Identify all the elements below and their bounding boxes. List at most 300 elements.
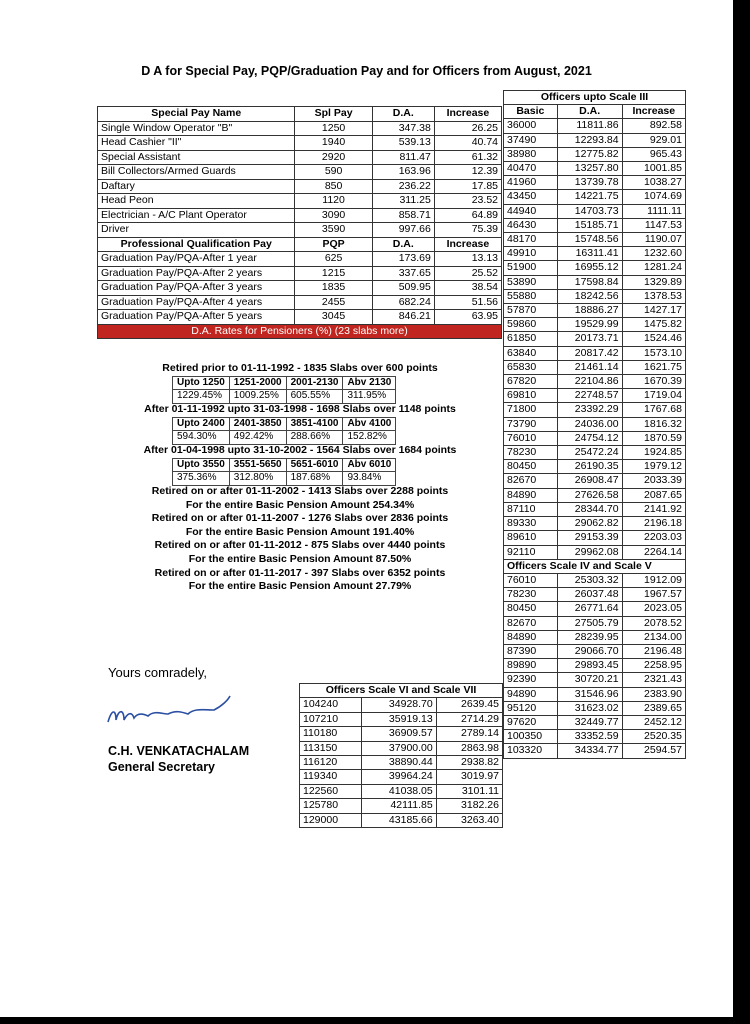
slab-header: Abv 2130 [343, 376, 396, 390]
table-row [504, 190, 686, 204]
table-row [504, 204, 686, 218]
table-row [504, 630, 686, 644]
table-cell: 110180 [300, 727, 362, 741]
slab-value: 375.36% [173, 472, 230, 486]
table-cell: 2087.65 [622, 488, 685, 502]
table-cell: 59860 [504, 318, 558, 332]
table-cell: 846.21 [372, 310, 434, 325]
table-cell: 811.47 [372, 150, 434, 165]
table-cell: 1250 [295, 121, 372, 136]
signatory-name: C.H. VENKATACHALAM [108, 744, 250, 758]
slab-value: 311.95% [343, 390, 396, 404]
table-row [504, 446, 686, 460]
table-cell: 14221.75 [557, 190, 622, 204]
table-row [504, 360, 686, 374]
title-row [504, 559, 686, 573]
table-cell: 37490 [504, 133, 558, 147]
table-cell: 1573.10 [622, 346, 685, 360]
table-cell: 28344.70 [557, 502, 622, 516]
table-cell: 43185.66 [361, 813, 436, 827]
table-cell: 3090 [295, 208, 372, 223]
slab-header: Abv 4100 [343, 417, 396, 431]
table-row [504, 261, 686, 275]
table-cell: 3101.11 [436, 784, 502, 798]
table-cell: 22104.86 [557, 375, 622, 389]
table-cell: 11811.86 [557, 119, 622, 133]
table-cell: 1967.57 [622, 588, 685, 602]
table-cell: 3590 [295, 223, 372, 238]
table-cell: 75.39 [434, 223, 501, 238]
table-cell: 2455 [295, 295, 372, 310]
table-cell: 17.85 [434, 179, 501, 194]
table-cell: 24754.12 [557, 431, 622, 445]
table-cell: 29066.70 [557, 644, 622, 658]
table-cell: 69810 [504, 389, 558, 403]
table-cell: 1524.46 [622, 332, 685, 346]
table-cell: 311.25 [372, 194, 434, 209]
table-cell: Graduation Pay/PQA-After 5 years [98, 310, 295, 325]
table-cell: 89610 [504, 531, 558, 545]
table-row [504, 744, 686, 758]
table-cell: 26037.48 [557, 588, 622, 602]
table-cell: 71800 [504, 403, 558, 417]
table-cell: 1912.09 [622, 573, 685, 587]
table-row [504, 602, 686, 616]
title-row [300, 684, 503, 698]
table-cell: 1281.24 [622, 261, 685, 275]
table-cell: 27505.79 [557, 616, 622, 630]
table-cell: 236.22 [372, 179, 434, 194]
table-cell: 61.32 [434, 150, 501, 165]
table-row [504, 332, 686, 346]
table-cell: Special Assistant [98, 150, 295, 165]
table-cell: 25303.32 [557, 573, 622, 587]
table-cell: 22748.57 [557, 389, 622, 403]
table-cell: 2452.12 [622, 715, 685, 729]
table-row [300, 784, 503, 798]
table-cell: 2714.29 [436, 712, 502, 726]
table-cell: 858.71 [372, 208, 434, 223]
table-cell: 29062.82 [557, 517, 622, 531]
table-row [504, 673, 686, 687]
table-cell: 61850 [504, 332, 558, 346]
table-row [504, 488, 686, 502]
officers-scale-vi-vii-table [299, 683, 503, 828]
table-row [504, 573, 686, 587]
table-cell: 36909.57 [361, 727, 436, 741]
table-row [504, 119, 686, 133]
table-cell: 3182.26 [436, 799, 502, 813]
table-row [504, 403, 686, 417]
page-title: D A for Special Pay, PQP/Graduation Pay and for Officers from August, 2021 [141, 64, 592, 78]
table-cell: Bill Collectors/Armed Guards [98, 165, 295, 180]
table-cell: Graduation Pay/PQA-After 2 years [98, 266, 295, 281]
table-cell: 965.43 [622, 147, 685, 161]
table-cell: 125780 [300, 799, 362, 813]
table-cell: 67820 [504, 375, 558, 389]
table-cell: 100350 [504, 730, 558, 744]
table-row [504, 133, 686, 147]
table-cell: 80450 [504, 460, 558, 474]
table-cell: 18242.56 [557, 289, 622, 303]
table-row [504, 502, 686, 516]
pension-rates-block [97, 362, 503, 637]
table-cell: 26771.64 [557, 602, 622, 616]
table-row [300, 813, 503, 827]
table-row [98, 208, 502, 223]
table-cell: Graduation Pay/PQA-After 4 years [98, 295, 295, 310]
table-row [504, 318, 686, 332]
closing-text: Yours comradely, [108, 665, 207, 680]
table-cell: 31623.02 [557, 701, 622, 715]
table-row [98, 266, 502, 281]
slab-value: 594.30% [173, 431, 230, 445]
slab-header: Upto 3550 [173, 458, 230, 472]
table-cell: 1924.85 [622, 446, 685, 460]
table-cell: 3263.40 [436, 813, 502, 827]
column-header: Increase [622, 105, 685, 119]
table-cell: Daftary [98, 179, 295, 194]
table-row [300, 770, 503, 784]
table-row [504, 545, 686, 559]
table-cell: 1427.17 [622, 304, 685, 318]
slab-header: Upto 2400 [173, 417, 230, 431]
column-header: Spl Pay [295, 107, 372, 122]
table-cell: 18886.27 [557, 304, 622, 318]
slab-value-row [173, 390, 396, 404]
table-cell: 82670 [504, 616, 558, 630]
slab-value: 288.66% [286, 431, 343, 445]
table-cell: 2920 [295, 150, 372, 165]
table-cell: 30720.21 [557, 673, 622, 687]
table-cell: 2594.57 [622, 744, 685, 758]
table-cell: 35919.13 [361, 712, 436, 726]
table-row [504, 659, 686, 673]
table-cell: 43450 [504, 190, 558, 204]
table-cell: 20817.42 [557, 346, 622, 360]
table-cell: 41038.05 [361, 784, 436, 798]
table-row [300, 799, 503, 813]
table-cell: 1190.07 [622, 233, 685, 247]
table-cell: 113150 [300, 741, 362, 755]
slab-value-row [173, 431, 396, 445]
table-cell: 2520.35 [622, 730, 685, 744]
table-row [504, 687, 686, 701]
table-row [504, 531, 686, 545]
table-cell: 929.01 [622, 133, 685, 147]
table-cell: 36000 [504, 119, 558, 133]
table-row [98, 295, 502, 310]
pension-period-title: After 01-04-1998 upto 31-10-2002 - 1564 Slabs over 1684 points [143, 444, 457, 456]
table-cell: 1835 [295, 281, 372, 296]
table-row [98, 136, 502, 151]
table-cell: 48170 [504, 233, 558, 247]
table-row [504, 588, 686, 602]
table-cell: 21461.14 [557, 360, 622, 374]
table-row [504, 730, 686, 744]
table-row [504, 389, 686, 403]
column-header: D.A. [557, 105, 622, 119]
table-cell: Electrician - A/C Plant Operator [98, 208, 295, 223]
slab-header: 1251-2000 [229, 376, 286, 390]
table-cell: 19529.99 [557, 318, 622, 332]
slab-header: 2401-3850 [229, 417, 286, 431]
table-cell: 78230 [504, 446, 558, 460]
column-header: Increase [434, 107, 501, 122]
table-cell: 27626.58 [557, 488, 622, 502]
table-row [98, 179, 502, 194]
table-cell: 1870.59 [622, 431, 685, 445]
table-cell: 34334.77 [557, 744, 622, 758]
table-cell: 12293.84 [557, 133, 622, 147]
table-cell: 173.69 [372, 252, 434, 267]
table-cell: 89330 [504, 517, 558, 531]
table-cell: 1816.32 [622, 417, 685, 431]
table-cell: 103320 [504, 744, 558, 758]
table-cell: 1979.12 [622, 460, 685, 474]
table-cell: 55880 [504, 289, 558, 303]
table-cell: 107210 [300, 712, 362, 726]
table-row [504, 715, 686, 729]
slab-header: 3551-5650 [229, 458, 286, 472]
table-cell: 24036.00 [557, 417, 622, 431]
table-row [300, 756, 503, 770]
table-cell: 1719.04 [622, 389, 685, 403]
table-cell: 92390 [504, 673, 558, 687]
table-cell: 539.13 [372, 136, 434, 151]
table-cell: 17598.84 [557, 275, 622, 289]
table-cell: 38890.44 [361, 756, 436, 770]
table-row [504, 460, 686, 474]
table-cell: 29153.39 [557, 531, 622, 545]
table-cell: Graduation Pay/PQA-After 1 year [98, 252, 295, 267]
table-cell: 122560 [300, 784, 362, 798]
table-row [504, 375, 686, 389]
pension-rate-line: For the entire Basic Pension Amount 191.40% [185, 525, 415, 538]
section-title: Officers upto Scale III [504, 91, 686, 105]
table-cell: 1147.53 [622, 218, 685, 232]
pension-rate-line: For the entire Basic Pension Amount 254.34% [185, 498, 415, 511]
table-cell: Head Peon [98, 194, 295, 209]
table-row [504, 417, 686, 431]
table-cell: 65830 [504, 360, 558, 374]
header-row [98, 107, 502, 122]
table-cell: 997.66 [372, 223, 434, 238]
table-cell: 23392.29 [557, 403, 622, 417]
table-cell: 1767.68 [622, 403, 685, 417]
table-cell: 26.25 [434, 121, 501, 136]
table-cell: 129000 [300, 813, 362, 827]
column-header: Increase [434, 237, 501, 252]
table-cell: 2389.65 [622, 701, 685, 715]
table-cell: 1329.89 [622, 275, 685, 289]
slab-value: 152.82% [343, 431, 396, 445]
table-row [98, 223, 502, 238]
table-row [504, 233, 686, 247]
table-cell: 26908.47 [557, 474, 622, 488]
table-row [98, 121, 502, 136]
table-row [300, 698, 503, 712]
table-cell: 94890 [504, 687, 558, 701]
table-row [504, 176, 686, 190]
table-cell: Single Window Operator "B" [98, 121, 295, 136]
table-cell: 12.39 [434, 165, 501, 180]
table-cell: 682.24 [372, 295, 434, 310]
table-cell: 2639.45 [436, 698, 502, 712]
pension-period-title: Retired on or after 01-11-2002 - 1413 Slabs over 2288 points [151, 485, 449, 497]
table-cell: 2023.05 [622, 602, 685, 616]
table-cell: 51.56 [434, 295, 501, 310]
table-cell: 15748.56 [557, 233, 622, 247]
column-header: Basic [504, 105, 558, 119]
table-row [98, 165, 502, 180]
table-row [504, 517, 686, 531]
table-row [504, 346, 686, 360]
table-row [98, 281, 502, 296]
table-cell: 34928.70 [361, 698, 436, 712]
table-cell: 16955.12 [557, 261, 622, 275]
table-cell: 2141.92 [622, 502, 685, 516]
section-title: Officers Scale VI and Scale VII [300, 684, 503, 698]
table-cell: 2321.43 [622, 673, 685, 687]
table-row [504, 289, 686, 303]
pension-rate-line: For the entire Basic Pension Amount 87.50% [188, 553, 412, 565]
table-cell: 76010 [504, 573, 558, 587]
table-cell: 78230 [504, 588, 558, 602]
slab-value-row [173, 472, 396, 486]
table-cell: 347.38 [372, 121, 434, 136]
table-cell: 1074.69 [622, 190, 685, 204]
table-cell: 28239.95 [557, 630, 622, 644]
signatory-role: General Secretary [108, 760, 216, 774]
table-cell: 73790 [504, 417, 558, 431]
header-row [98, 237, 502, 252]
table-cell: 25472.24 [557, 446, 622, 460]
table-cell: 84890 [504, 488, 558, 502]
table-cell: 33352.59 [557, 730, 622, 744]
pension-period-title: Retired prior to 01-11-1992 - 1835 Slabs over 600 points [162, 362, 438, 374]
table-cell: 64.89 [434, 208, 501, 223]
table-cell: 15185.71 [557, 218, 622, 232]
table-cell: 1621.75 [622, 360, 685, 374]
pension-period-title: Retired on or after 01-11-2017 - 397 Slabs over 6352 points [154, 566, 446, 579]
table-cell: 13739.78 [557, 176, 622, 190]
table-cell: 1940 [295, 136, 372, 151]
table-cell: 2258.95 [622, 659, 685, 673]
table-cell: 76010 [504, 431, 558, 445]
table-cell: 2196.48 [622, 644, 685, 658]
table-cell: 116120 [300, 756, 362, 770]
table-cell: 84890 [504, 630, 558, 644]
table-cell: 13.13 [434, 252, 501, 267]
table-cell: 92110 [504, 545, 558, 559]
table-cell: 82670 [504, 474, 558, 488]
table-cell: 51900 [504, 261, 558, 275]
table-cell: 26190.35 [557, 460, 622, 474]
table-cell: 2264.14 [622, 545, 685, 559]
table-cell: 38.54 [434, 281, 501, 296]
table-row [98, 252, 502, 267]
table-row [504, 218, 686, 232]
table-cell: 2078.52 [622, 616, 685, 630]
table-row [504, 147, 686, 161]
slab-header: Abv 6010 [343, 458, 396, 472]
special-pay-table [97, 106, 502, 339]
table-cell: Driver [98, 223, 295, 238]
column-header: Special Pay Name [98, 107, 295, 122]
table-cell: 42111.85 [361, 799, 436, 813]
slab-value: 1229.45% [173, 390, 230, 404]
column-header: D.A. [372, 237, 434, 252]
table-cell: 49910 [504, 247, 558, 261]
table-cell: 1120 [295, 194, 372, 209]
table-cell: 2789.14 [436, 727, 502, 741]
table-row [504, 616, 686, 630]
table-cell: 12775.82 [557, 147, 622, 161]
table-cell: Graduation Pay/PQA-After 3 years [98, 281, 295, 296]
table-cell: 163.96 [372, 165, 434, 180]
table-cell: 1378.53 [622, 289, 685, 303]
table-cell: 2938.82 [436, 756, 502, 770]
table-cell: 44940 [504, 204, 558, 218]
header-row [504, 105, 686, 119]
pension-banner-row [98, 324, 502, 339]
table-cell: 37900.00 [361, 741, 436, 755]
table-cell: 32449.77 [557, 715, 622, 729]
table-cell: 53890 [504, 275, 558, 289]
table-row [98, 150, 502, 165]
officers-scale-table [503, 90, 686, 759]
slab-header-row [173, 458, 396, 472]
table-cell: 119340 [300, 770, 362, 784]
slab-header: Upto 1250 [173, 376, 230, 390]
table-cell: 2196.18 [622, 517, 685, 531]
table-cell: 29962.08 [557, 545, 622, 559]
table-cell: 337.65 [372, 266, 434, 281]
table-cell: 46430 [504, 218, 558, 232]
table-cell: 80450 [504, 602, 558, 616]
table-cell: 63.95 [434, 310, 501, 325]
table-cell: 104240 [300, 698, 362, 712]
table-cell: 1215 [295, 266, 372, 281]
table-cell: 89890 [504, 659, 558, 673]
table-cell: 3045 [295, 310, 372, 325]
table-row [300, 727, 503, 741]
pension-period-title: After 01-11-1992 upto 31-03-1998 - 1698 Slabs over 1148 points [144, 403, 456, 415]
pension-slab-table [172, 417, 396, 445]
table-cell: 38980 [504, 147, 558, 161]
table-cell: 20173.71 [557, 332, 622, 346]
slab-header-row [173, 376, 396, 390]
table-cell: Head Cashier "II" [98, 136, 295, 151]
table-cell: 39964.24 [361, 770, 436, 784]
table-cell: 14703.73 [557, 204, 622, 218]
slab-value: 187.68% [286, 472, 343, 486]
column-header: Professional Qualification Pay [98, 237, 295, 252]
signature-mark [104, 690, 244, 730]
table-row [504, 275, 686, 289]
slab-value: 492.42% [229, 431, 286, 445]
table-cell: 850 [295, 179, 372, 194]
table-row [98, 194, 502, 209]
table-cell: 40.74 [434, 136, 501, 151]
table-cell: 97620 [504, 715, 558, 729]
table-cell: 57870 [504, 304, 558, 318]
table-row [300, 712, 503, 726]
table-cell: 509.95 [372, 281, 434, 296]
table-row [504, 644, 686, 658]
table-cell: 23.52 [434, 194, 501, 209]
